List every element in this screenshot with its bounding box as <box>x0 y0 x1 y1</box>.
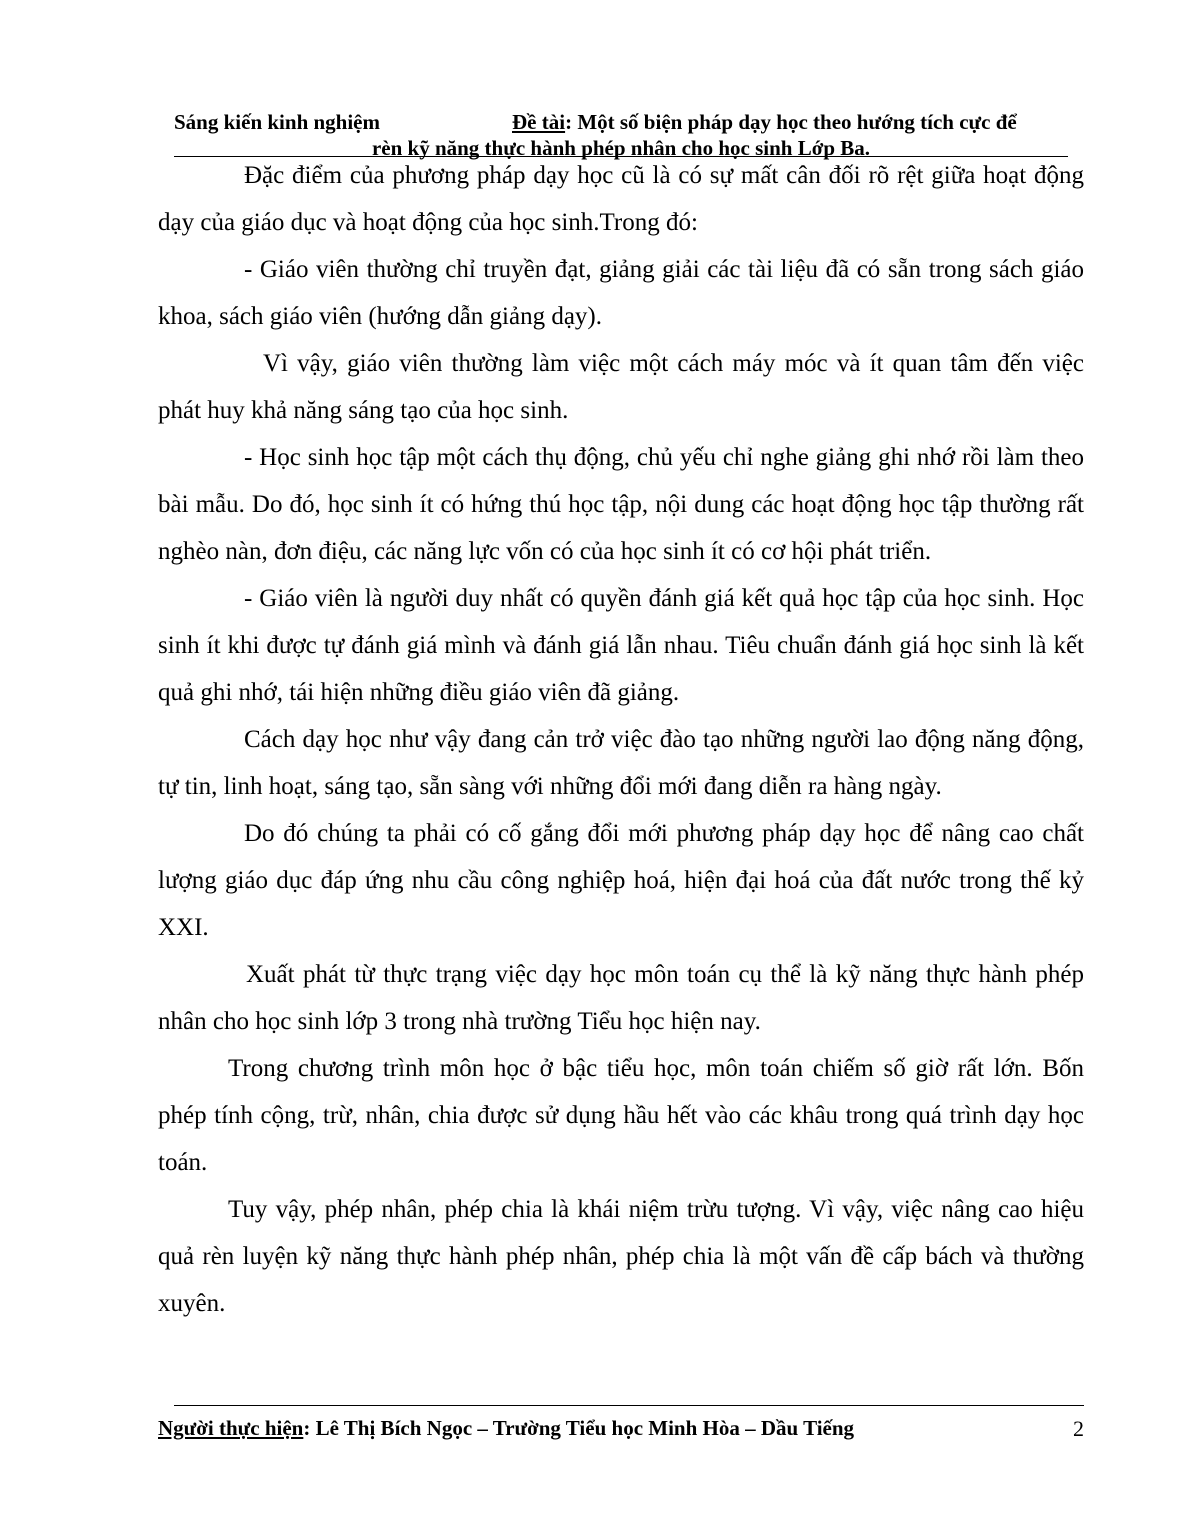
footer-author-text: : Lê Thị Bích Ngọc – Trường Tiểu học Minh Hòa – Dầu Tiếng <box>303 1416 855 1440</box>
paragraph: Đặc điểm của phương pháp dạy học cũ là có sự mất cân đối rõ rệt giữa hoạt động dạy của giáo dục và hoạt động của học sinh.Trong đó: <box>158 162 1084 236</box>
paragraph: Xuất phát từ thực trạng việc dạy học môn toán cụ thể là kỹ năng thực hành phép nhân cho học sinh lớp 3 trong nhà trường Tiểu học hiện nay. <box>158 961 1084 1035</box>
document-body <box>158 152 1084 1327</box>
paragraph: Trong chương trình môn học ở bậc tiểu học, môn toán chiếm số giờ rất lớn. Bốn phép tính cộng, trừ, nhân, chia được sử dụng hầu hết vào các khâu trong quá trình dạy học toán. <box>158 1055 1084 1176</box>
page-number: 2 <box>1073 1416 1084 1441</box>
paragraph: Tuy vậy, phép nhân, phép chia là khái niệm trừu tượng. Vì vậy, việc nâng cao hiệu quả rèn luyện kỹ năng thực hành phép nhân, phép chia là một vấn đề cấp bách và thường xuyên. <box>158 1196 1084 1317</box>
paragraph: - Giáo viên là người duy nhất có quyền đánh giá kết quả học tập của học sinh. Học sinh ít khi được tự đánh giá mình và đánh giá lẫn nhau. Tiêu chuẩn đánh giá học sinh là kết quả ghi nhớ, tái hiện những điều giáo viên đã giảng. <box>158 585 1084 706</box>
paragraph: - Giáo viên thường chỉ truyền đạt, giảng giải các tài liệu đã có sẵn trong sách giáo khoa, sách giáo viên (hướng dẫn giảng dạy). <box>158 256 1084 330</box>
page-footer <box>158 1416 1084 1441</box>
header-topic-line1: : Một số biện pháp dạy học theo hướng tích cực để <box>565 110 1017 134</box>
header-topic <box>512 110 1017 135</box>
paragraph: Vì vậy, giáo viên thường làm việc một cách máy móc và ít quan tâm đến việc phát huy khả năng sáng tạo của học sinh. <box>158 350 1084 424</box>
paragraph: - Học sinh học tập một cách thụ động, chủ yếu chỉ nghe giảng ghi nhớ rồi làm theo bài mẫu. Do đó, học sinh ít có hứng thú học tập, nội dung các hoạt động học tập thường rất nghèo nàn, đơn điệu, các năng lực vốn có của học sinh ít có cơ hội phát triển. <box>158 444 1084 565</box>
header-topic-label: Đề tài <box>512 110 566 134</box>
paragraph: Do đó chúng ta phải có cố gắng đổi mới phương pháp dạy học để nâng cao chất lượng giáo dục đáp ứng nhu cầu công nghiệp hoá, hiện đại hoá của đất nước trong thế kỷ XXI. <box>158 820 1084 941</box>
header-topic-line2: rèn kỹ năng thực hành phép nhân cho học sinh Lớp Ba. <box>371 136 871 160</box>
header-doc-type: Sáng kiến kinh nghiệm <box>174 110 381 134</box>
footer-author-label: Người thực hiện <box>158 1416 304 1440</box>
footer-divider <box>174 1405 1084 1406</box>
page-header <box>174 108 1068 160</box>
paragraph: Cách dạy học như vậy đang cản trở việc đào tạo những người lao động năng động, tự tin, linh hoạt, sáng tạo, sẵn sàng với những đổi mới đang diễn ra hàng ngày. <box>158 726 1084 800</box>
